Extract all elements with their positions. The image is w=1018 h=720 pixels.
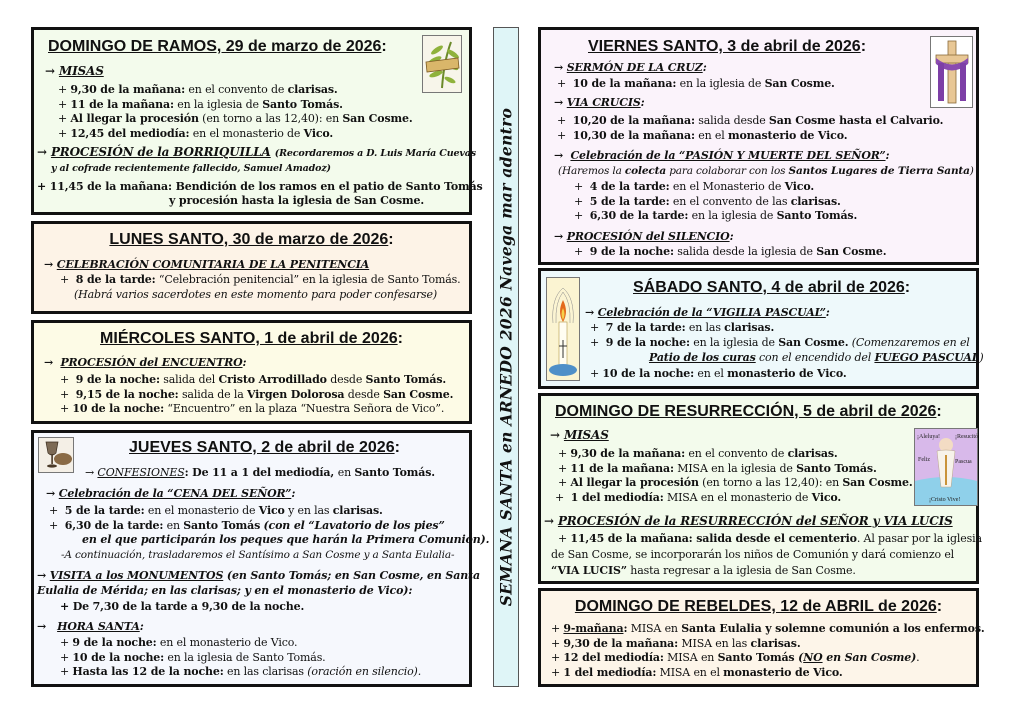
hora-santa-item: + Hasta las 12 de la noche: en las clarisas (oración en silencio). [60,665,422,679]
via-crucis-item: + 10,20 de la mañana: salida desde San Cosme hasta el Calvario. [557,114,944,127]
rebeldes-item: + 9,30 de la mañana: MISA en las clarisas. [551,636,801,650]
via-crucis-item: + 10,30 de la mañana: en el monasterio de Vico. [557,128,848,142]
domingo-rebeldes-box [538,588,985,687]
svg-text:¡Resucitó: ¡Resucitó [955,434,978,440]
resurreccion-procesion-heading: → PROCESIÓN de la RESURRECCIÓN del SEÑOR y VIA LUCIS [544,514,953,528]
jueves-santo-box [31,430,490,687]
misa-item: + 9,30 de la mañana: en el convento de clarisas. [58,83,338,96]
svg-text:¡Aleluya!: ¡Aleluya! [917,434,940,440]
palm-branch-image [422,35,462,93]
pasion-note: (Haremos la colecta para colaborar con los Santos Lugares de Tierra Santa) [558,165,974,177]
svg-text:Pascua: Pascua [955,459,972,465]
pasion-heading: → Celebración de la “PASIÓN Y MUERTE DEL SEÑOR”: [554,149,890,162]
resurreccion-procesion-text-2: de San Cosme, se incorporarán los niños de Comunión y dará comienzo el [551,548,955,561]
misas-heading: → MISAS [45,64,104,78]
domingo-ramos-box [31,27,483,215]
penitencia-note: (Habrá varios sacerdotes en este momento para poder confesarse) [74,288,438,301]
pasion-item: + 6,30 de la tarde: en la iglesia de Santo Tomás. [574,209,858,223]
misa-item: + Al llegar la procesión (en torno a las 12,40): en San Cosme. [558,476,913,490]
lavatorio-note: en el que participarán los peques que harán la Primera Comunión). [82,533,490,546]
cena-heading: → Celebración de la “CENA DEL SEÑOR”: [46,487,296,500]
encuentro-item: + 10 de la noche: “Encuentro” en la plaza “Nuestra Señora de Vico”. [60,402,445,416]
sermon-item: + 10 de la mañana: en la iglesia de San Cosme. [557,77,835,90]
chalice-bread-image [38,437,74,473]
svg-text:¡Cristo Vive!: ¡Cristo Vive! [929,497,961,503]
misa-item: + Al llegar la procesión (en torno a las 12,40): en San Cosme. [58,112,413,126]
misa-item: + 9,30 de la mañana: en el convento de clarisas. [558,447,838,460]
rebeldes-item: + 12 del mediodía: MISA en Santo Tomás (NO en San Cosme). [551,651,920,665]
encuentro-item: + 9,15 de la noche: salida de la Virgen Dolorosa desde San Cosme. [60,387,454,401]
vigilia-item: + 7 de la tarde: en las clarisas. [590,321,775,334]
cross-purple-cloth-image [930,36,973,108]
silencio-heading: → PROCESIÓN del SILENCIO: [554,230,734,243]
resurreccion-procesion-text: + 11,45 de la mañana: salida desde el cementerio. Al pasar por la iglesia [558,532,982,545]
miercoles-santo-box [31,320,472,424]
vigilia-heading: → Celebración de la “VIGILIA PASCUAL”: [585,306,830,319]
domingo-resurreccion-title: DOMINGO DE RESURRECCIÓN, 5 de abril de 2026: [555,403,942,420]
via-crucis-heading: → VIA CRUCIS: [554,96,645,109]
silencio-item: + 9 de la noche: salida desde la iglesia de San Cosme. [574,245,887,258]
encuentro-heading: → PROCESIÓN del ENCUENTRO: [44,356,247,369]
misa-item: + 11 de la mañana: en la iglesia de Santo Tomás. [58,97,343,111]
miercoles-santo-title: MIÉRCOLES SANTO, 1 de abril de 2026: [100,330,403,347]
spine-banner [493,27,519,687]
traslado-note: -A continuación, trasladaremos el Santísimo a San Cosme y a Santa Eulalia- [61,549,455,561]
misas-heading: → MISAS [550,428,609,442]
sermon-heading: → SERMÓN DE LA CRUZ: [554,61,707,74]
vigilia-note: Patio de los curas con el encendido del FUEGO PASCUAL) [649,351,984,364]
viernes-santo-title: VIERNES SANTO, 3 de abril de 2026: [588,38,867,55]
domingo-resurreccion-box [538,393,982,584]
rebeldes-item: + 9-mañana: MISA en Santa Eulalia y solemne comunión a los enfermos. [551,622,985,635]
lunes-santo-box [31,221,472,314]
confesiones-line: → CONFESIONES: De 11 a 1 del mediodía, en Santo Tomás. [85,466,435,479]
penitencia-heading: → CELEBRACIÓN COMUNITARIA DE LA PENITENCIA [44,258,370,271]
misa-item: + 1 del mediodía: MISA en el monasterio de Vico. [555,490,842,504]
bendicion-line-2: y procesión hasta la iglesia de San Cosme. [169,194,425,207]
penitencia-item: + 8 de la tarde: “Celebración penitencial” en la iglesia de Santo Tomás. [60,273,461,286]
borriquilla-note: y al cofrade recientemente fallecido, Samuel Amadoz) [51,163,331,174]
sabado-santo-title: SÁBADO SANTO, 4 de abril de 2026: [633,279,911,296]
visita-note: Eulalia de Mérida; en las clarisas; y en el monasterio de Vico): [37,584,413,597]
misa-item: + 12,45 del mediodía: en el monasterio de Vico. [58,126,334,140]
hora-santa-item: + 9 de la noche: en el monasterio de Vico. [60,636,298,649]
svg-text:Feliz: Feliz [918,457,930,463]
paschal-candle-image [546,277,580,381]
resurrection-easter-image [914,428,978,506]
cena-item: + 5 de la tarde: en el monasterio de Vico y en las clarisas. [49,504,383,517]
visita-heading: → VISITA a los MONUMENTOS (en Santo Tomás; en San Cosme, en Santa [37,569,480,582]
hora-santa-heading: → HORA SANTA: [37,620,144,633]
lunes-santo-title: LUNES SANTO, 30 de marzo de 2026: [109,231,394,248]
domingo-rebeldes-title: DOMINGO DE REBELDES, 12 de ABRIL de 2026: [574,598,943,615]
rebeldes-item: + 1 del mediodía: MISA en el monasterio de Vico. [551,665,843,679]
cena-item: + 6,30 de la tarde: en Santo Tomás (con el “Lavatorio de los pies” [49,518,445,532]
sabado-santo-box [538,268,984,389]
encuentro-item: + 9 de la noche: salida del Cristo Arrodillado desde Santo Tomás. [60,373,447,386]
domingo-ramos-title: DOMINGO DE RAMOS, 29 de marzo de 2026: [48,38,387,55]
spine-title: SEMANA SANTA en ARNEDO 2026 Navega mar adentro [496,107,516,607]
bendicion-line: + 11,45 de la mañana: Bendición de los ramos en el patio de Santo Tomás [37,180,483,193]
visita-time: + De 7,30 de la tarde a 9,30 de la noche. [60,600,305,613]
borriquilla-heading: → PROCESIÓN de la BORRIQUILLA (Recordaremos a D. Luis María Cuevas [37,145,476,159]
pasion-item: + 4 de la tarde: en el Monasterio de Vico. [574,180,815,193]
vigilia-item: + 9 de la noche: en la iglesia de San Cosme. (Comenzaremos en el [590,335,970,349]
hora-santa-item: + 10 de la noche: en la iglesia de Santo Tomás. [60,650,326,664]
vigilia-item: + 10 de la noche: en el monasterio de Vico. [590,367,847,380]
pasion-item: + 5 de la tarde: en el convento de las clarisas. [574,194,841,208]
misa-item: + 11 de la mañana: MISA en la iglesia de Santo Tomás. [558,461,877,475]
jueves-santo-title: JUEVES SANTO, 2 de abril de 2026: [129,439,400,456]
resurreccion-procesion-text-3: “VIA LUCIS” hasta regresar a la iglesia de San Cosme. [551,564,856,577]
viernes-santo-box [538,27,979,265]
